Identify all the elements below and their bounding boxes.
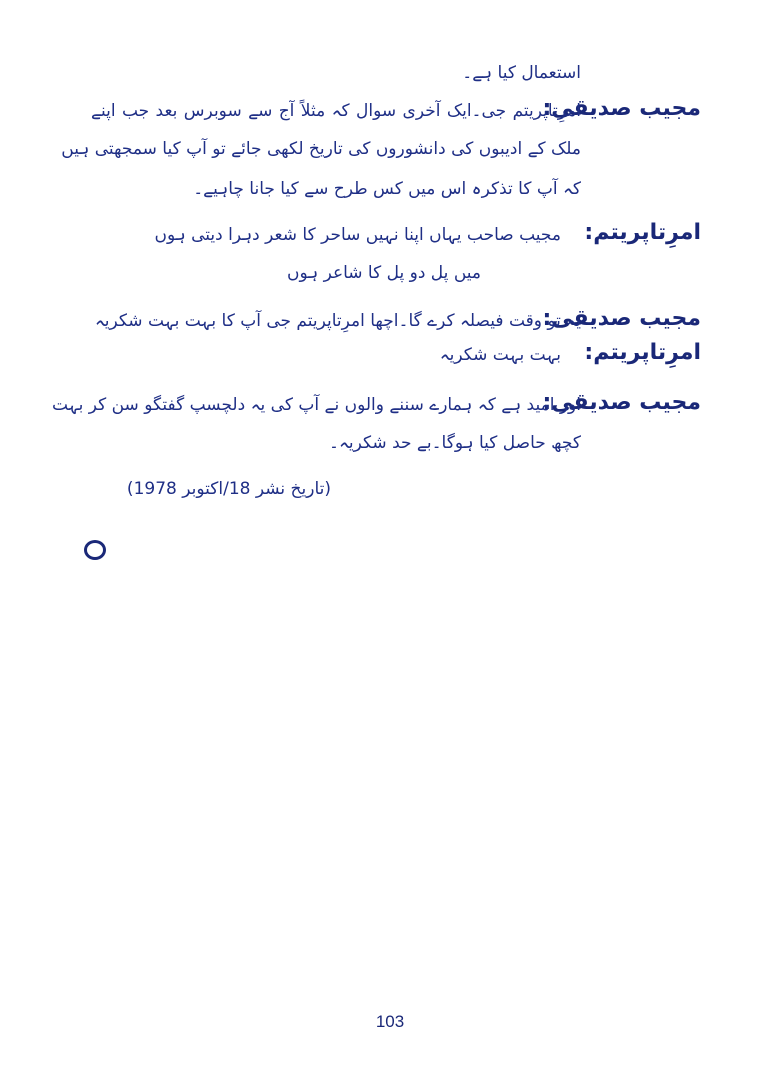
text-line: کہ آپ کا تذکرہ اس میں کس طرح سے کیا جانا چاہیے۔ — [193, 179, 581, 199]
speaker-label-mujeeb: مجیب صدیقی: — [542, 96, 701, 121]
speaker-label-mujeeb: مجیب صدیقی: — [542, 390, 701, 415]
text-line: اور امید ہے کہ ہمارے سننے والوں نے آپ کی یہ دلچسپ گفتگو سن کر بہت — [51, 395, 581, 415]
page-number: 103 — [375, 1012, 405, 1031]
speaker-label-amrita: امرِتاپریتم: — [584, 340, 701, 365]
speaker-label-amrita: امرِتاپریتم: — [584, 220, 701, 245]
broadcast-date: (تاریخ نشر 18/اکتوبر 1978) — [126, 479, 331, 499]
text-line: یہ تو وقت فیصلہ کرے گا۔اچھا امرِتاپریتم جی آپ کا بہت بہت شکریہ — [94, 311, 581, 331]
text-line: مجیب صاحب یہاں اپنا نہیں ساحر کا شعر دہرا دیتی ہوں — [154, 225, 561, 245]
text-line: امرِتاپریتم جی۔ایک آخری سوال کہ مثلاً آج سے سوبرس بعد جب اپنے — [91, 101, 581, 121]
text-line: ملک کے ادیبوں کی دانشوروں کی تاریخ لکھی جائے تو آپ کیا سمجھتی ہیں — [61, 139, 581, 159]
text-line: بہت بہت شکریہ — [439, 345, 561, 365]
text-line: استعمال کیا ہے۔ — [462, 63, 581, 83]
speaker-label-mujeeb: مجیب صدیقی: — [542, 306, 701, 331]
text-line: میں پل دو پل کا شاعر ہوں — [286, 263, 481, 283]
end-circle-icon — [84, 540, 106, 560]
text-line: کچھ حاصل کیا ہوگا۔بے حد شکریہ۔ — [329, 433, 581, 453]
